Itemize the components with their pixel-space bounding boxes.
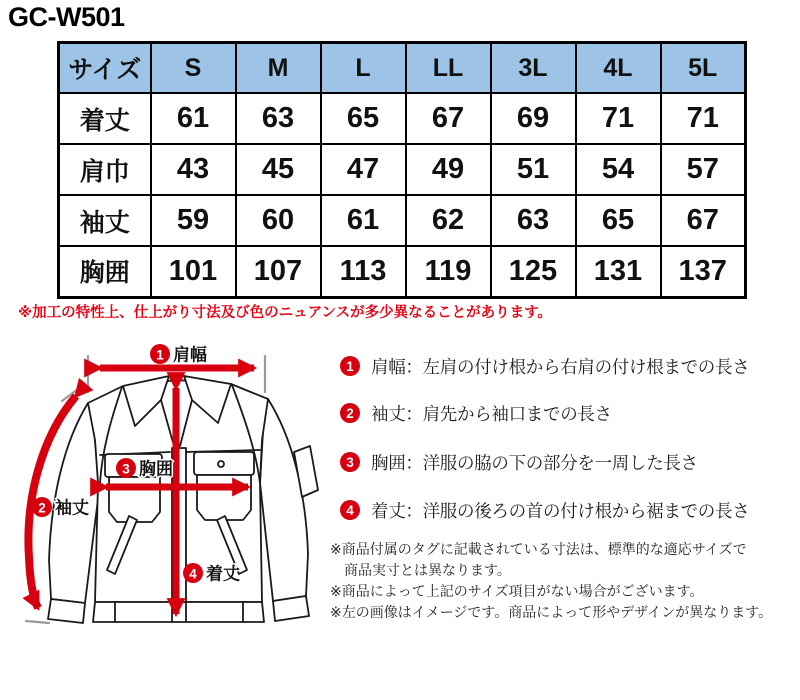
size-table xyxy=(57,41,747,299)
badge-2-number: 2 xyxy=(38,500,46,516)
label-shoulder-width xyxy=(150,344,207,365)
table-cell: 69 xyxy=(491,93,576,144)
size-table-header-cell: 5L xyxy=(661,43,746,94)
badge-1-number: 1 xyxy=(156,347,164,363)
table-cell: 107 xyxy=(236,246,321,297)
definition-text-4: 着丈：洋服の後ろの首の付け根から裾までの長さ xyxy=(371,500,750,521)
jacket-measurement-diagram xyxy=(10,340,350,672)
badge-3-number: 3 xyxy=(122,461,130,477)
size-table-header-cell: サイズ xyxy=(59,43,151,94)
table-cell: 101 xyxy=(151,246,236,297)
table-row-sleeve-length xyxy=(59,195,746,246)
table-disclaimer-note: ※加工の特性上、仕上がり寸法及び色のニュアンスが多少異なることがあります。 xyxy=(18,305,552,321)
size-table-header-cell: 4L xyxy=(576,43,661,94)
table-cell: 60 xyxy=(236,195,321,246)
definition-text-2: 袖丈：肩先から袖口までの長さ xyxy=(371,403,612,424)
table-cell: 63 xyxy=(491,195,576,246)
table-cell: 113 xyxy=(321,246,406,297)
jacket-right-sleeve xyxy=(260,399,308,601)
size-table-header-cell: LL xyxy=(406,43,491,94)
table-cell: 62 xyxy=(406,195,491,246)
definition-badge-2: 2 xyxy=(340,403,360,423)
definition-badge-3: 3 xyxy=(340,452,360,472)
table-cell: 49 xyxy=(406,144,491,195)
label-sleeve-length-text: 袖丈 xyxy=(55,498,89,518)
size-table-header-cell: L xyxy=(321,43,406,94)
table-cell: 119 xyxy=(406,246,491,297)
size-table-header-cell: 3L xyxy=(491,43,576,94)
definition-badge-4: 4 xyxy=(340,500,360,520)
table-cell: 65 xyxy=(576,195,661,246)
size-table-header-cell: S xyxy=(151,43,236,94)
label-chest xyxy=(116,458,173,479)
row-label: 胸囲 xyxy=(59,246,151,297)
sleeve-tick-bottom xyxy=(26,621,49,623)
table-cell: 61 xyxy=(321,195,406,246)
label-sleeve-length xyxy=(32,497,89,518)
table-cell: 43 xyxy=(151,144,236,195)
table-cell: 131 xyxy=(576,246,661,297)
table-row-shoulder-width xyxy=(59,144,746,195)
table-cell: 65 xyxy=(321,93,406,144)
table-cell: 71 xyxy=(576,93,661,144)
footnote-line: ※商品によって上記のサイズ項目がない場合がございます。 xyxy=(330,583,704,599)
table-cell: 54 xyxy=(576,144,661,195)
footnote-line: 商品実寸とは異なります。 xyxy=(344,562,511,578)
definition-shoulder-width xyxy=(340,356,749,376)
label-body-length-text: 着丈 xyxy=(206,564,240,584)
table-cell: 47 xyxy=(321,144,406,195)
jacket-left-cuff xyxy=(48,599,85,623)
definition-badge-1: 1 xyxy=(340,356,360,376)
row-label: 袖丈 xyxy=(59,195,151,246)
product-code-title: GC-W501 xyxy=(8,2,125,32)
size-table-header-cell: M xyxy=(236,43,321,94)
footnotes xyxy=(330,539,772,623)
jacket-right-cuff xyxy=(273,596,309,621)
footnote-line: ※商品付属のタグに記載されている寸法は、標準的な適応サイズで xyxy=(330,541,747,557)
label-chest-text: 胸囲 xyxy=(139,459,173,479)
table-cell: 137 xyxy=(661,246,746,297)
definition-text-1: 肩幅：左肩の付け根から右肩の付け根までの長さ xyxy=(371,356,750,377)
definition-body-length xyxy=(340,500,749,520)
table-row-chest xyxy=(59,246,746,297)
table-cell: 45 xyxy=(236,144,321,195)
footnote-line: ※左の画像はイメージです。商品によって形やデザインが異なります。 xyxy=(330,604,773,620)
table-cell: 57 xyxy=(661,144,746,195)
row-label: 着丈 xyxy=(59,93,151,144)
table-cell: 125 xyxy=(491,246,576,297)
table-cell: 61 xyxy=(151,93,236,144)
label-body-length xyxy=(183,563,240,584)
row-label: 肩巾 xyxy=(59,144,151,195)
table-cell: 71 xyxy=(661,93,746,144)
table-cell: 67 xyxy=(661,195,746,246)
jacket-neckline xyxy=(169,374,184,376)
label-shoulder-width-text: 肩幅 xyxy=(173,345,207,365)
definition-text-3: 胸囲：洋服の脇の下の部分を一周した長さ xyxy=(371,452,698,473)
definition-sleeve-length xyxy=(340,403,612,423)
badge-4-number: 4 xyxy=(189,566,197,582)
table-cell: 67 xyxy=(406,93,491,144)
table-row-body-length xyxy=(59,93,746,144)
size-table-header-row xyxy=(59,43,746,94)
table-cell: 59 xyxy=(151,195,236,246)
table-cell: 51 xyxy=(491,144,576,195)
definition-chest xyxy=(340,452,698,472)
pocket-button xyxy=(218,461,224,467)
chest-pocket-right xyxy=(197,475,251,520)
table-cell: 63 xyxy=(236,93,321,144)
